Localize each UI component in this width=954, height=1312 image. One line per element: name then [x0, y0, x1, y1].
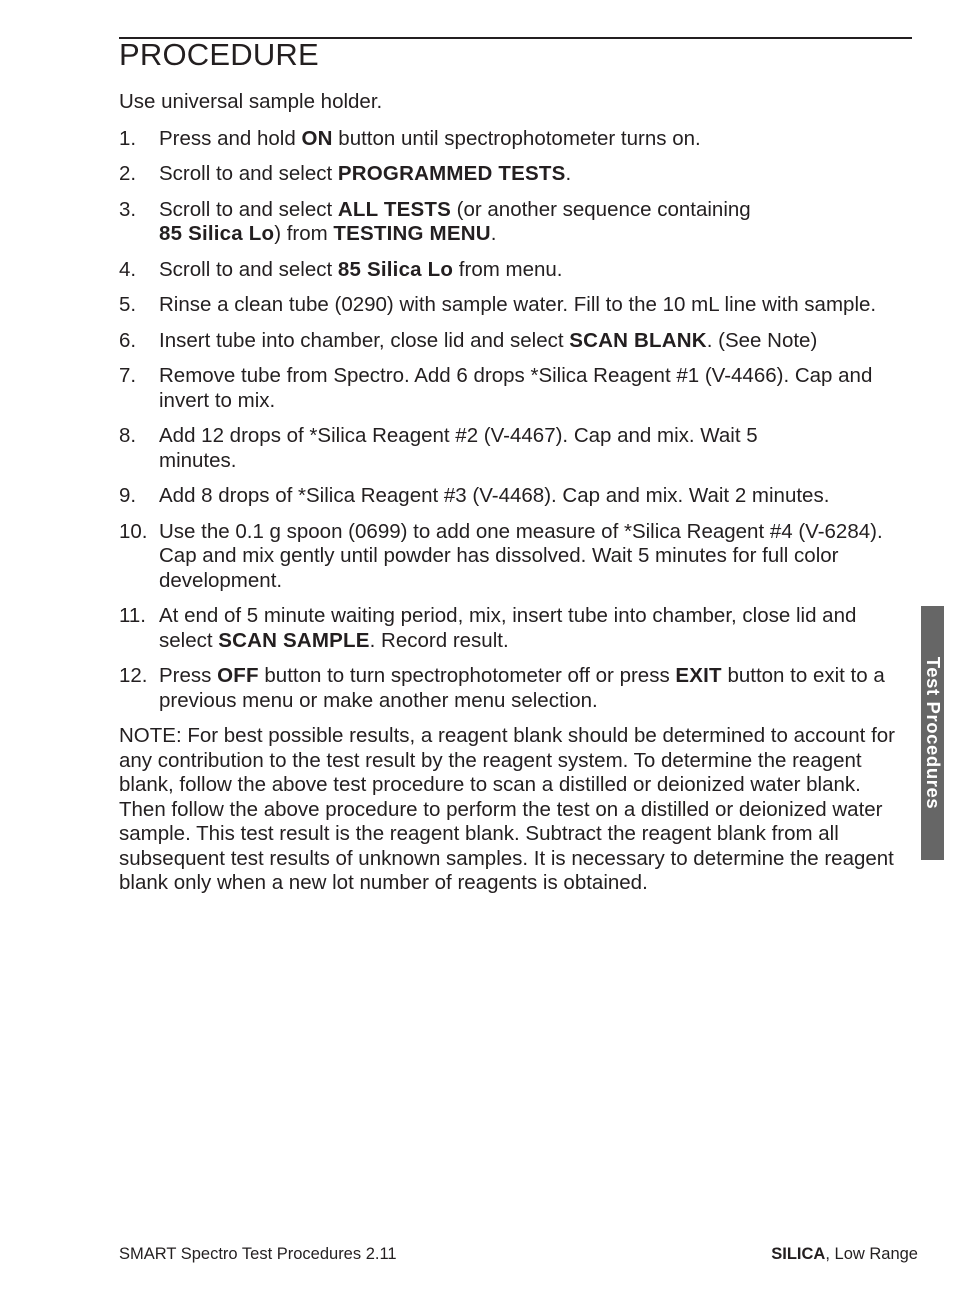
step-text: At end of 5 minute waiting period, mix, insert tube into chamber, close lid and select — [159, 604, 857, 652]
step-keyword: EXIT — [675, 664, 722, 687]
step-keyword: SCAN SAMPLE — [218, 628, 370, 652]
procedure-step — [119, 520, 909, 594]
side-tab-label: Test Procedures — [922, 656, 944, 810]
step-number: 5. — [119, 293, 137, 316]
step-number: 10. — [119, 519, 148, 543]
procedure-step — [119, 484, 909, 509]
step-text: Rinse a clean tube (0290) with sample water. Fill to the 10 mL line with sample. — [159, 293, 877, 316]
procedure-step — [119, 364, 909, 413]
procedure-step — [119, 162, 909, 187]
step-text: . Record result. — [369, 628, 509, 652]
step-number: 11. — [119, 604, 146, 627]
step-keyword: OFF — [217, 664, 259, 687]
step-number: 3. — [119, 197, 137, 221]
step-number: 12. — [119, 664, 148, 687]
step-text: button until spectrophotometer turns on. — [332, 126, 701, 150]
step-number: 4. — [119, 257, 137, 281]
step-text: Remove tube from Spectro. Add 6 drops *Silica Reagent #1 (V-4466). Cap and invert to mix. — [159, 364, 873, 412]
step-keyword: 85 Silica Lo — [337, 257, 454, 281]
page-title: PROCEDURE — [119, 37, 319, 72]
step-text: minutes. — [159, 448, 237, 472]
procedure-step — [119, 664, 909, 713]
footer-publication: SMART Spectro Test Procedures 2.11 — [119, 1245, 397, 1263]
step-text: . — [490, 222, 497, 245]
step-number: 7. — [119, 364, 137, 387]
footer-test-name — [771, 1245, 918, 1264]
step-text: Add 12 drops of *Silica Reagent #2 (V-4467). Cap and mix. Wait 5 — [159, 424, 758, 447]
step-text: . (See Note) — [706, 328, 818, 352]
procedure-step — [119, 127, 909, 152]
step-keyword: 85 Silica Lo — [159, 222, 275, 245]
step-number: 8. — [119, 424, 137, 447]
step-keyword: ON — [301, 126, 333, 150]
step-text: Insert tube into chamber, close lid and select — [159, 328, 570, 352]
step-keyword: ALL TESTS — [337, 197, 451, 221]
footer-test-bold: SILICA — [771, 1245, 826, 1263]
step-keyword: PROGRAMMED TESTS — [337, 162, 566, 185]
procedure-step — [119, 293, 909, 318]
step-text: from menu. — [453, 257, 563, 281]
step-text: . — [565, 162, 572, 185]
intro-text: Use universal sample holder. — [119, 90, 383, 113]
step-number: 6. — [119, 328, 137, 352]
step-text: Add 8 drops of *Silica Reagent #3 (V-4468). Cap and mix. Wait 2 minutes. — [159, 484, 830, 507]
footer-test-range: , Low Range — [825, 1245, 918, 1263]
step-number: 9. — [119, 484, 137, 507]
procedure-step — [119, 424, 909, 473]
procedure-steps — [119, 127, 909, 714]
procedure-step — [119, 604, 909, 653]
step-text: Press — [159, 664, 218, 687]
side-tab — [921, 606, 944, 860]
procedure-step — [119, 258, 909, 283]
step-text: (or another sequence containing — [450, 197, 751, 221]
step-number: 1. — [119, 126, 137, 150]
procedure-step — [119, 198, 909, 247]
step-text: Press and hold — [159, 126, 302, 150]
step-number: 2. — [119, 162, 137, 185]
step-text: Scroll to and select — [159, 197, 338, 221]
step-text: button to exit to a previous menu or make another menu selection. — [159, 664, 885, 712]
note-paragraph: NOTE: For best possible results, a reagent blank should be determined to account for any contribution to the test result by the reagent system. To determine the reagent blank, follow the above test procedure to scan a distilled or deionized water blank. Then follow the above procedure to perform the test on a distilled or deionized water sample. This test result is the reagent blank. Subtract the reagent blank from all subsequent test results of unknown samples. It is necessary to determine the reagent blank only when a new lot number of reagents is obtained. — [119, 724, 895, 894]
step-text: ) from — [274, 222, 334, 245]
procedure-step — [119, 329, 909, 354]
step-text: Scroll to and select — [159, 162, 338, 185]
step-text: button to turn spectrophotometer off or press — [258, 664, 676, 687]
step-keyword: TESTING MENU — [333, 222, 491, 245]
procedure-body — [119, 90, 909, 896]
step-text: Use the 0.1 g spoon (0699) to add one measure of *Silica Reagent #4 (V-6284). Cap and mix gently until powder has dissolved. Wait 5 minutes for full color development. — [159, 519, 883, 592]
step-text: Scroll to and select — [159, 257, 338, 281]
step-keyword: SCAN BLANK — [569, 328, 707, 352]
